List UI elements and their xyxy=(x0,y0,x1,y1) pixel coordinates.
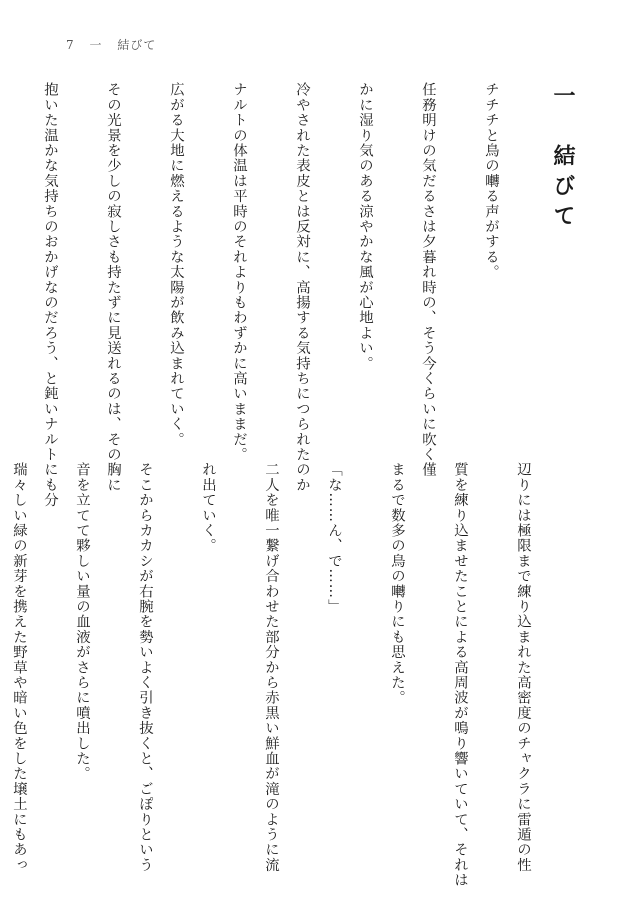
text-line: ナルトの体温は平時のそれよりもわずかに高いままだ。 xyxy=(231,82,247,462)
text-line: チチチと鳥の囀る声がする。 xyxy=(483,82,499,280)
running-header xyxy=(66,36,166,53)
text-line: 「な……ん、で……」 xyxy=(326,462,342,614)
text-line: 質を練り込ませたことによる高周波が鳴り響いていて、それは xyxy=(452,462,468,888)
text-line: 音を立てて夥しい量の血液がさらに噴出した。 xyxy=(74,462,90,782)
lower-text-block xyxy=(11,462,575,888)
text-line: 任務明けの気だるさは夕暮れ時の、そう今くらいに吹く僅 xyxy=(420,82,436,478)
text-line: 冷やされた表皮とは反対に、高揚する気持ちにつられたのか xyxy=(294,82,310,493)
text-line: その光景を少しの寂しさも持たずに見送れるのは、その胸に xyxy=(105,82,121,493)
chapter-name: 結びて xyxy=(117,38,157,52)
chapter-mark: 一 xyxy=(89,38,103,52)
text-line: 広がる大地に燃えるような太陽が飲み込まれていく。 xyxy=(168,82,184,447)
text-line: 抱いた温かな気持ちのおかげなのだろう、と鈍いナルトにも分 xyxy=(42,82,58,508)
text-line: 瑞々しい緑の新芽を携えた野草や暗い色をした壌土にもあっ xyxy=(11,462,27,873)
text-line: かに湿り気のある涼やかな風が心地よい。 xyxy=(357,82,373,371)
text-line: 辺りには極限まで練り込まれた高密度のチャクラに雷遁の性 xyxy=(515,462,531,873)
page-number: 7 xyxy=(66,38,75,52)
chapter-title: 一 結びて xyxy=(550,84,576,234)
text-line: れ出ていく。 xyxy=(200,462,216,554)
text-line: 二人を唯一繋げ合わせた部分から赤黒い鮮血が滝のように流 xyxy=(263,462,279,873)
text-line: まるで数多の鳥の囀りにも思えた。 xyxy=(389,462,405,706)
text-line: そこからカカシが右腕を勢いよく引き抜くと、ごぽりという xyxy=(137,462,153,873)
